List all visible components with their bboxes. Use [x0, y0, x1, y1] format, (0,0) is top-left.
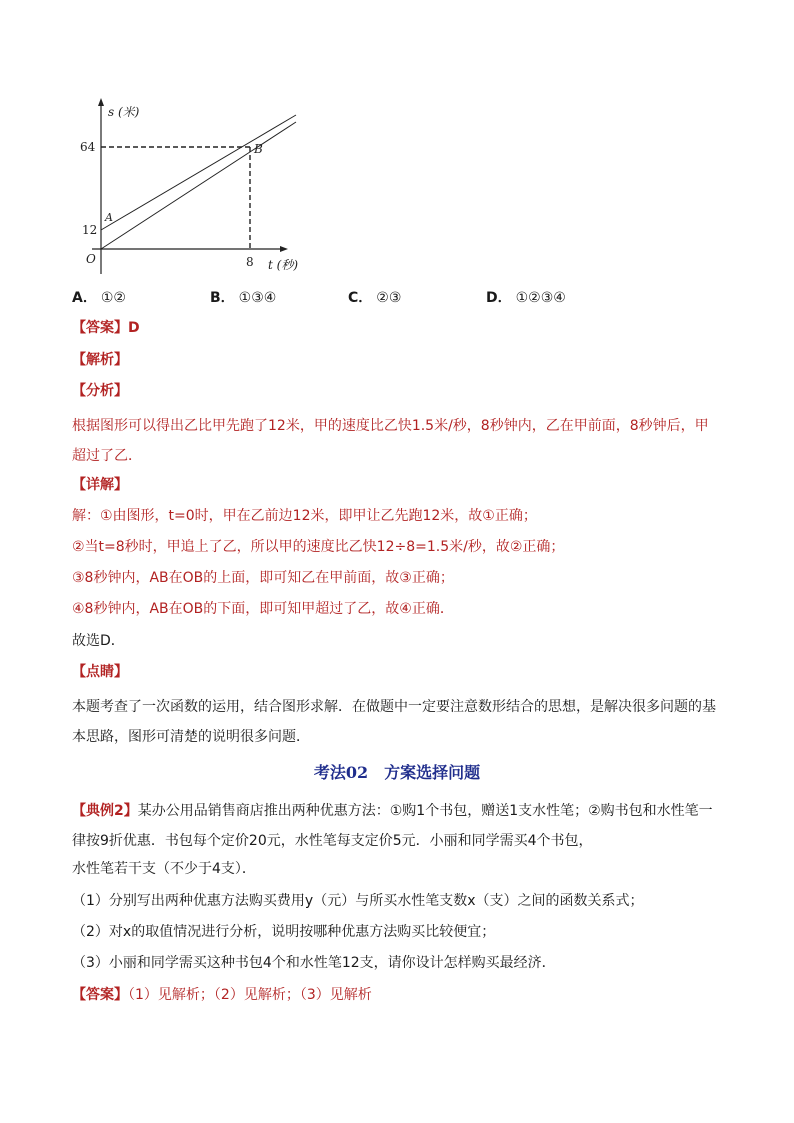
section-title [0, 760, 794, 783]
answer-tag: 【答案】 [72, 320, 128, 336]
example-tag: 【典例2】 [72, 803, 138, 819]
detail-heading [72, 474, 732, 496]
option-letter: B． [210, 290, 235, 306]
detail-line-3: ③8秒钟内，AB在OB的上面，即可知乙在甲前面，故③正确； [72, 570, 454, 586]
option-letter: A． [72, 290, 97, 306]
example-text: 某办公用品销售商店推出两种优惠方法：①购1个书包，赠送1支水性笔；②购书包和水性笔一律按9折优惠．书包每个定价20元，水性笔每支定价5元．小丽和同学需买4个书包， [72, 803, 713, 849]
point-b-label: B [254, 142, 263, 156]
x-tick-8: 8 [246, 255, 254, 269]
option-letter: C． [348, 290, 373, 306]
example-text-block [72, 796, 722, 856]
section-heading: 方案选择问题 [384, 763, 481, 782]
answer2-text: （1）见解析；（2）见解析；（3）见解析 [128, 987, 372, 1003]
breakdown-tag: 【分析】 [72, 383, 128, 399]
answer-options [72, 287, 772, 309]
comment-heading [72, 661, 732, 683]
detail-line-1: 解：①由图形，t=0时，甲在乙前边12米，即甲让乙先跑12米，故①正确； [72, 508, 537, 524]
x-axis-label: t (秒) [268, 258, 299, 272]
analysis-heading [72, 349, 732, 371]
detail-line-4: ④8秒钟内，AB在OB的下面，即可知甲超过了乙，故④正确． [72, 601, 454, 617]
answer-value: D [128, 320, 140, 336]
option-c [348, 287, 401, 309]
option-text: ①② [100, 290, 126, 306]
point-a-label: A [105, 211, 113, 224]
x-axis-arrow [280, 246, 288, 252]
analysis-tag: 【解析】 [72, 352, 128, 368]
option-text: ①②③④ [515, 290, 566, 306]
answer2-tag: 【答案】 [72, 987, 128, 1003]
y-tick-12: 12 [82, 223, 98, 237]
section-label: 考法02 [313, 763, 369, 782]
breakdown-heading [72, 380, 732, 402]
line-ab [101, 115, 296, 230]
question-2: （2）对x的取值情况进行分析，说明按哪种优惠方法购买比较便宜； [72, 924, 496, 940]
answer-line [72, 317, 732, 339]
y-tick-64: 64 [80, 140, 96, 154]
origin-label: O [86, 252, 96, 266]
question-1: （1）分别写出两种优惠方法购买费用y（元）与所买水性笔支数x（支）之间的函数关系式； [72, 893, 644, 909]
option-a [72, 287, 126, 309]
question-3: （3）小丽和同学需买这种书包4个和水性笔12支，请你设计怎样购买最经济． [72, 955, 556, 971]
choose-line: 故选D． [72, 633, 125, 649]
distance-time-graph [68, 96, 308, 281]
example-text-2: 水性笔若干支（不少于4支）． [72, 861, 256, 877]
option-text: ②③ [376, 290, 402, 306]
detail-tag: 【详解】 [72, 477, 128, 493]
option-letter: D． [486, 290, 512, 306]
answer2-line [72, 984, 732, 1006]
comment-text: 本题考查了一次函数的运用，结合图形求解．在做题中一定要注意数形结合的思想，是解决很多问题的基本思路，图形可清楚的说明很多问题． [72, 699, 716, 745]
option-b [210, 287, 276, 309]
breakdown-text: 根据图形可以得出乙比甲先跑了12米，甲的速度比乙快1.5米/秒，8秒钟内，乙在甲前面，8秒钟后，甲超过了乙． [72, 418, 709, 464]
comment-tag: 【点睛】 [72, 664, 128, 680]
y-axis-arrow [98, 98, 104, 106]
line-ob [101, 122, 296, 249]
y-axis-label: s (米) [108, 105, 140, 119]
detail-line-2: ②当t=8秒时，甲追上了乙，所以甲的速度比乙快12÷8=1.5米/秒，故②正确； [72, 539, 565, 555]
option-text: ①③④ [238, 290, 277, 306]
option-d [486, 287, 566, 309]
